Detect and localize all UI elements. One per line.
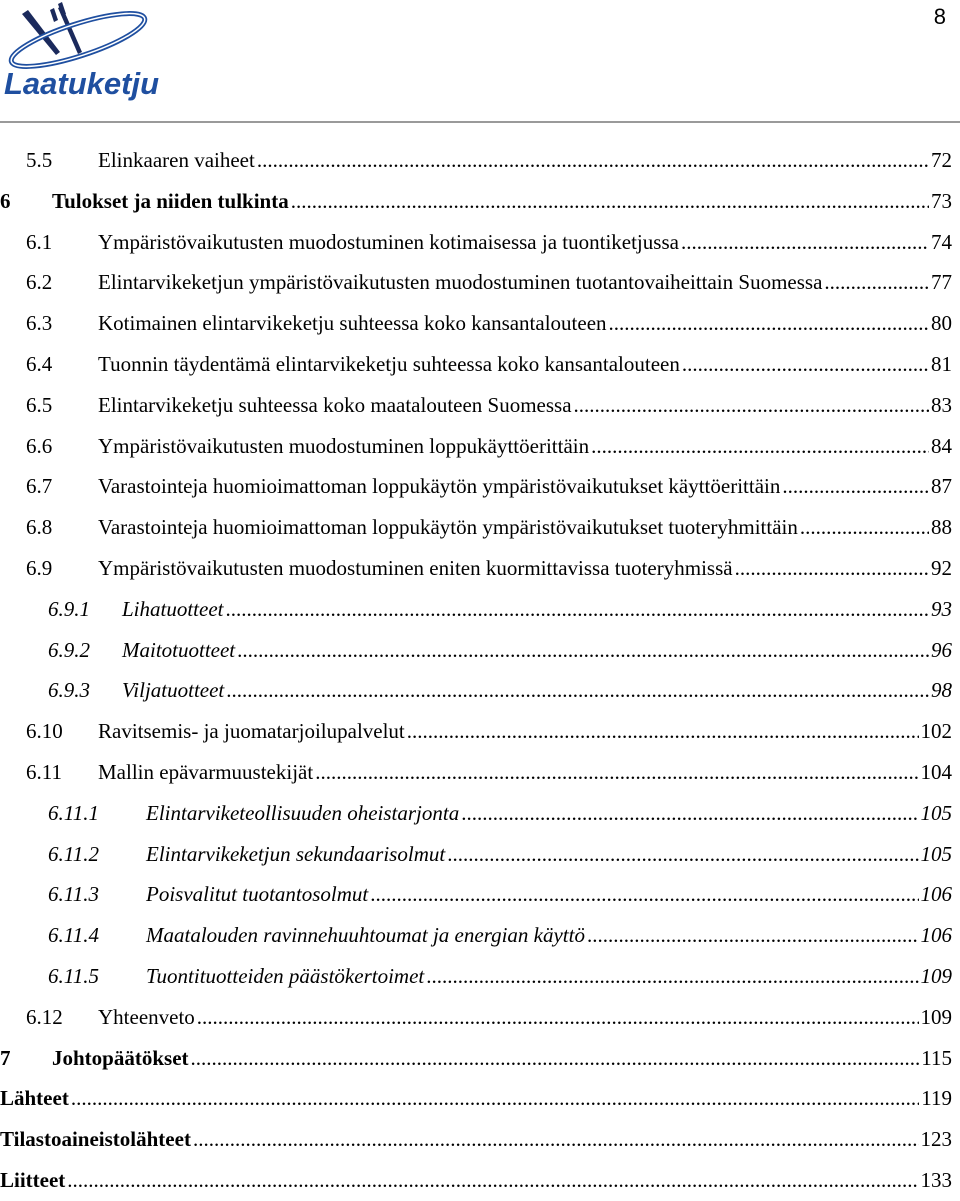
toc-entry-page: 80 bbox=[931, 311, 952, 336]
toc-entry-page: 83 bbox=[931, 392, 952, 417]
toc-entry-title: Tuontituotteiden päästökertoimet bbox=[146, 964, 425, 988]
toc-entry-number: 6.11.3 bbox=[48, 882, 99, 907]
toc-entry[interactable] bbox=[0, 1002, 952, 1032]
toc-leader-dots bbox=[447, 839, 918, 869]
toc-leader-dots bbox=[191, 1043, 920, 1073]
toc-entry-title: Ravitsemis- ja juomatarjoilupalvelut bbox=[98, 719, 405, 744]
toc-entry-number: 6.2 bbox=[26, 270, 53, 295]
toc-entry-title: Ympäristövaikutusten muodostuminen kotimaisessa ja tuontiketjussa bbox=[98, 229, 679, 254]
toc-entry-number: 6.1 bbox=[26, 229, 53, 254]
toc-entry-title: Varastointeja huomioimattoman loppukäytön ympäristövaikutukset käyttöerittäin bbox=[98, 474, 781, 499]
toc-leader-dots bbox=[226, 675, 929, 705]
toc-entry[interactable] bbox=[0, 1043, 952, 1073]
toc-entry-title: Maitotuotteet bbox=[122, 637, 236, 662]
toc-entry[interactable] bbox=[0, 308, 952, 338]
toc-entry-title: Elintarvikeketjun ympäristövaikutusten muodostuminen tuotantovaiheittain Suomessa bbox=[98, 270, 823, 295]
toc-entry-page: 105 bbox=[920, 800, 952, 825]
toc-entry-number: 6.3 bbox=[26, 311, 53, 336]
toc-entry-title: Tilastoaineistolähteet bbox=[0, 1127, 191, 1152]
toc-leader-dots bbox=[574, 390, 929, 420]
toc-entry[interactable] bbox=[0, 675, 952, 705]
toc-entry-number: 6.9 bbox=[26, 556, 53, 580]
toc-entry-title: Elintarviketeollisuuden oheistarjonta bbox=[146, 800, 460, 825]
toc-entry-page: 119 bbox=[921, 1086, 952, 1111]
toc-entry-page: 92 bbox=[931, 556, 952, 580]
toc-entry[interactable] bbox=[0, 186, 952, 216]
toc-leader-dots bbox=[461, 798, 918, 828]
toc-leader-dots bbox=[824, 267, 929, 297]
toc-entry-number: 6.9.2 bbox=[48, 637, 90, 662]
toc-entry-title: Lihatuotteet bbox=[122, 596, 224, 621]
toc-leader-dots bbox=[800, 512, 929, 542]
toc-entry-page: 123 bbox=[920, 1127, 952, 1152]
toc-entry[interactable] bbox=[0, 635, 952, 665]
toc-entry-page: 96 bbox=[931, 637, 952, 662]
toc-entry-title: Ympäristövaikutusten muodostuminen eniten kuormittavissa tuoteryhmissä bbox=[98, 556, 733, 580]
toc-entry-number: 6.9.1 bbox=[48, 596, 90, 621]
toc-entry-number: 6.12 bbox=[26, 1004, 63, 1029]
toc-entry-page: 84 bbox=[931, 433, 952, 458]
toc-leader-dots bbox=[197, 1002, 919, 1032]
toc-entry-number: 7 bbox=[0, 1045, 11, 1070]
toc-entry-title: Poisvalitut tuotantosolmut bbox=[146, 882, 369, 907]
toc-entry-page: 77 bbox=[931, 270, 952, 295]
toc-entry-number: 6.10 bbox=[26, 719, 63, 744]
toc-entry[interactable] bbox=[0, 757, 952, 787]
toc-entry[interactable] bbox=[0, 961, 952, 991]
toc-entry-number: 6.11.2 bbox=[48, 841, 99, 866]
laatuketju-logo bbox=[0, 0, 175, 105]
toc-leader-dots bbox=[407, 716, 919, 746]
toc-leader-dots bbox=[257, 145, 929, 175]
toc-leader-dots bbox=[226, 594, 930, 624]
toc-leader-dots bbox=[682, 349, 929, 379]
header-divider bbox=[0, 121, 960, 123]
page-header bbox=[0, 0, 960, 120]
toc-entry-number: 6.11.5 bbox=[48, 964, 99, 988]
logo-text: Laatuketju bbox=[4, 66, 160, 101]
toc-entry-number: 6.11.4 bbox=[48, 923, 99, 948]
toc-entry-title: Kotimainen elintarvikeketju suhteessa koko kansantalouteen bbox=[98, 311, 607, 336]
toc-entry-number: 6.7 bbox=[26, 474, 53, 499]
toc-entry-title: Lähteet bbox=[0, 1086, 69, 1111]
toc-entry-number: 5.5 bbox=[26, 148, 53, 172]
toc-entry-page: 87 bbox=[931, 474, 952, 499]
toc-entry[interactable] bbox=[0, 1124, 952, 1154]
toc-entry-page: 109 bbox=[920, 1004, 952, 1029]
toc-leader-dots bbox=[370, 879, 918, 909]
toc-entry-title: Ympäristövaikutusten muodostuminen loppukäyttöerittäin bbox=[98, 433, 590, 458]
toc-entry[interactable] bbox=[0, 1083, 952, 1113]
toc-entry-title: Elinkaaren vaiheet bbox=[98, 148, 255, 172]
toc-entry[interactable] bbox=[0, 390, 952, 420]
toc-entry-number: 6 bbox=[0, 188, 11, 213]
toc-entry-number: 6.8 bbox=[26, 515, 53, 540]
toc-leader-dots bbox=[426, 961, 918, 991]
toc-entry-title: Varastointeja huomioimattoman loppukäytön ympäristövaikutukset tuoteryhmittäin bbox=[98, 515, 798, 540]
toc-entry-title: Tuonnin täydentämä elintarvikeketju suhteessa koko kansantalouteen bbox=[98, 352, 680, 376]
toc-entry[interactable] bbox=[0, 227, 952, 257]
toc-entry-page: 88 bbox=[931, 515, 952, 540]
toc-leader-dots bbox=[681, 227, 929, 257]
toc-leader-dots bbox=[609, 308, 929, 338]
toc-entry-title: Mallin epävarmuustekijät bbox=[98, 760, 314, 784]
toc-leader-dots bbox=[591, 431, 929, 461]
toc-entry-title: Viljatuotteet bbox=[122, 678, 225, 703]
toc-entry-page: 73 bbox=[931, 188, 952, 213]
toc-entry-title: Johtopäätökset bbox=[52, 1045, 189, 1070]
toc-leader-dots bbox=[67, 1165, 918, 1195]
toc-entry-title: Yhteenveto bbox=[98, 1004, 195, 1029]
toc-entry[interactable] bbox=[0, 267, 952, 297]
toc-entry-title: Maatalouden ravinnehuuhtoumat ja energian käyttö bbox=[146, 923, 585, 948]
toc-entry-page: 93 bbox=[931, 596, 952, 621]
toc-leader-dots bbox=[237, 635, 929, 665]
toc-entry-page: 104 bbox=[920, 760, 952, 784]
toc-entry[interactable] bbox=[0, 1165, 952, 1195]
toc-entry[interactable] bbox=[0, 798, 952, 828]
toc-leader-dots bbox=[71, 1083, 919, 1113]
toc-entry[interactable] bbox=[0, 879, 952, 909]
toc-entry-number: 6.6 bbox=[26, 433, 53, 458]
toc-entry-page: 102 bbox=[920, 719, 952, 744]
toc-entry-title: Liitteet bbox=[0, 1168, 66, 1192]
toc-entry-page: 109 bbox=[920, 964, 952, 988]
toc-entry-page: 106 bbox=[920, 882, 952, 907]
toc-entry-page: 105 bbox=[920, 841, 952, 866]
toc-entry[interactable] bbox=[0, 920, 952, 950]
toc-entry[interactable] bbox=[0, 716, 952, 746]
toc-entry[interactable] bbox=[0, 839, 952, 869]
toc-entry-number: 6.5 bbox=[26, 392, 53, 417]
toc-leader-dots bbox=[782, 471, 929, 501]
toc-entry-page: 133 bbox=[920, 1168, 952, 1192]
toc-entry[interactable] bbox=[0, 594, 952, 624]
toc-entry[interactable] bbox=[0, 512, 952, 542]
toc-entry[interactable] bbox=[0, 145, 952, 175]
toc-entry[interactable] bbox=[0, 471, 952, 501]
toc-entry-title: Elintarvikeketju suhteessa koko maatalouteen Suomessa bbox=[98, 392, 572, 417]
toc-entry-page: 106 bbox=[920, 923, 952, 948]
toc-entry[interactable] bbox=[0, 349, 952, 379]
toc-leader-dots bbox=[193, 1124, 919, 1154]
toc-leader-dots bbox=[291, 186, 929, 216]
toc-entry[interactable] bbox=[0, 553, 952, 583]
toc-entry-page: 74 bbox=[931, 229, 952, 254]
toc-entry-number: 6.4 bbox=[26, 352, 53, 376]
page-number: 8 bbox=[933, 4, 946, 29]
toc-entry-number: 6.9.3 bbox=[48, 678, 90, 703]
toc-entry-page: 72 bbox=[931, 148, 952, 172]
toc-entry-number: 6.11.1 bbox=[48, 800, 99, 825]
toc-entry-title: Elintarvikeketjun sekundaarisolmut bbox=[146, 841, 446, 866]
toc-entry-page: 115 bbox=[921, 1045, 952, 1070]
toc-leader-dots bbox=[315, 757, 918, 787]
toc-entry-title: Tulokset ja niiden tulkinta bbox=[52, 188, 289, 213]
toc-entry[interactable] bbox=[0, 431, 952, 461]
toc-entry-page: 81 bbox=[931, 352, 952, 376]
toc-entry-number: 6.11 bbox=[26, 760, 62, 784]
toc-entry-page: 98 bbox=[931, 678, 952, 703]
toc-leader-dots bbox=[587, 920, 919, 950]
toc-leader-dots bbox=[735, 553, 929, 583]
